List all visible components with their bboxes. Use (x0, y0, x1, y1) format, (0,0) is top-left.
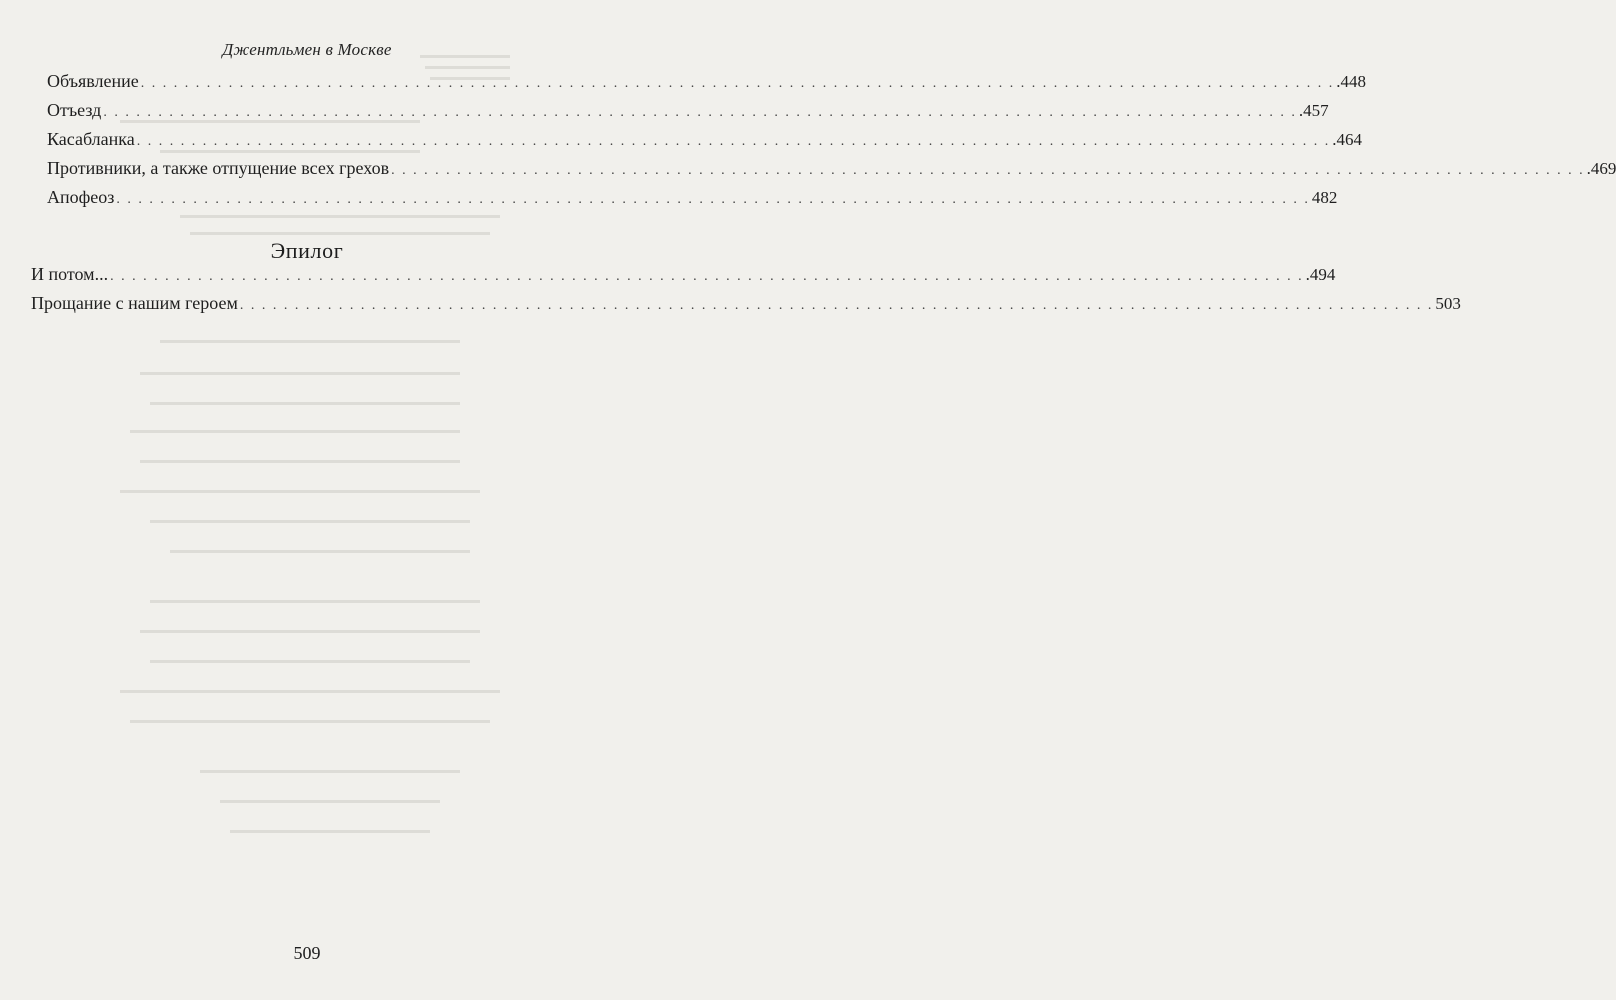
table-of-contents (47, 71, 1616, 217)
toc-entry (47, 187, 1338, 217)
toc-entry-page: .469 (1586, 159, 1616, 178)
toc-entry (47, 100, 1329, 130)
toc-entry (47, 71, 1367, 101)
dot-leader: . . . . . . . . . . . . . . . . . . . . . . . . . . . . . . . . . . . . . . . . . . . . . . . . . . . . . . . . . . . . . . . . . . . . . . . . . . . . . . . . . . . . . . . . . . . . . . . . . . . . . . . . . . . . . (136, 134, 1331, 149)
toc-entry (47, 158, 1616, 188)
toc-entry-title: Касабланка (47, 129, 135, 149)
toc-entry-page: .457 (1298, 101, 1329, 120)
toc-entry (47, 129, 1362, 159)
section-heading-epilogue: Эпилог (270, 238, 344, 263)
toc-entry-title: Объявление (47, 71, 139, 91)
toc-entry-title: Прощание с нашим героем (31, 293, 238, 313)
toc-entry-title: Противники, а также отпущение всех грехов (47, 158, 390, 178)
toc-entry-title: Отъезд (47, 100, 102, 120)
dot-leader: . . . . . . . . . . . . . . . . . . . . . . . . . . . . . . . . . . . . . . . . . . . . . . . . . . . . . . . . . . . . . . . . . . . . . . . . . . . . . . . . . . . . . . . . . . . . . . . . . . . . . . . . . . . . . (103, 105, 1297, 120)
toc-entry-page: .494 (1305, 265, 1336, 284)
toc-entry-page: 503 (1435, 294, 1461, 313)
toc-entry (31, 293, 1461, 323)
toc-entry-title: Апофеоз (47, 187, 115, 207)
running-header: Джентльмен в Москве (222, 40, 392, 59)
dot-leader: . . . . . . . . . . . . . . . . . . . . . . . . . . . . . . . . . . . . . . . . . . . . . . . . . . . . . . . . . . . . . . . . . . . . . . . . . . . . . . . . . . . . . . . . . . . . . . . . . . . . . . . . . . . . . (116, 192, 1310, 207)
toc-entry-page: .464 (1332, 130, 1362, 149)
toc-entry-page: 482 (1311, 188, 1338, 207)
toc-entry-page: .448 (1336, 72, 1367, 91)
dot-leader: . . . . . . . . . . . . . . . . . . . . . . . . . . . . . . . . . . . . . . . . . . . . . . . . . . . . . . . . . . . . . . . . . . . . . . . . . . . . . . . . . . . . . . . . . . . . . . . . . . . . . . . . . . . . . (110, 269, 1304, 284)
page-number: 509 (293, 943, 321, 963)
dot-leader: . . . . . . . . . . . . . . . . . . . . . . . . . . . . . . . . . . . . . . . . . . . . . . . . . . . . . . . . . . . . . . . . . . . . . . . . . . . . . . . . . . . . . . . . . . . . . . . . . . . . . . . . . . . . . (140, 76, 1335, 91)
toc-entry (31, 264, 1336, 294)
toc-entry-title: И потом... (31, 264, 109, 284)
dot-leader: . . . . . . . . . . . . . . . . . . . . . . . . . . . . . . . . . . . . . . . . . . . . . . . . . . . . . . . . . . . . . . . . . . . . . . . . . . . . . . . . . . . . . . . . . . . . . . . . . . . . . . . . . . . . . (239, 298, 1434, 313)
dot-leader: . . . . . . . . . . . . . . . . . . . . . . . . . . . . . . . . . . . . . . . . . . . . . . . . . . . . . . . . . . . . . . . . . . . . . . . . . . . . . . . . . . . . . . . . . . . . . . . . . . . . . . . . . . . . . (391, 163, 1585, 178)
epilogue-contents (31, 264, 1461, 323)
